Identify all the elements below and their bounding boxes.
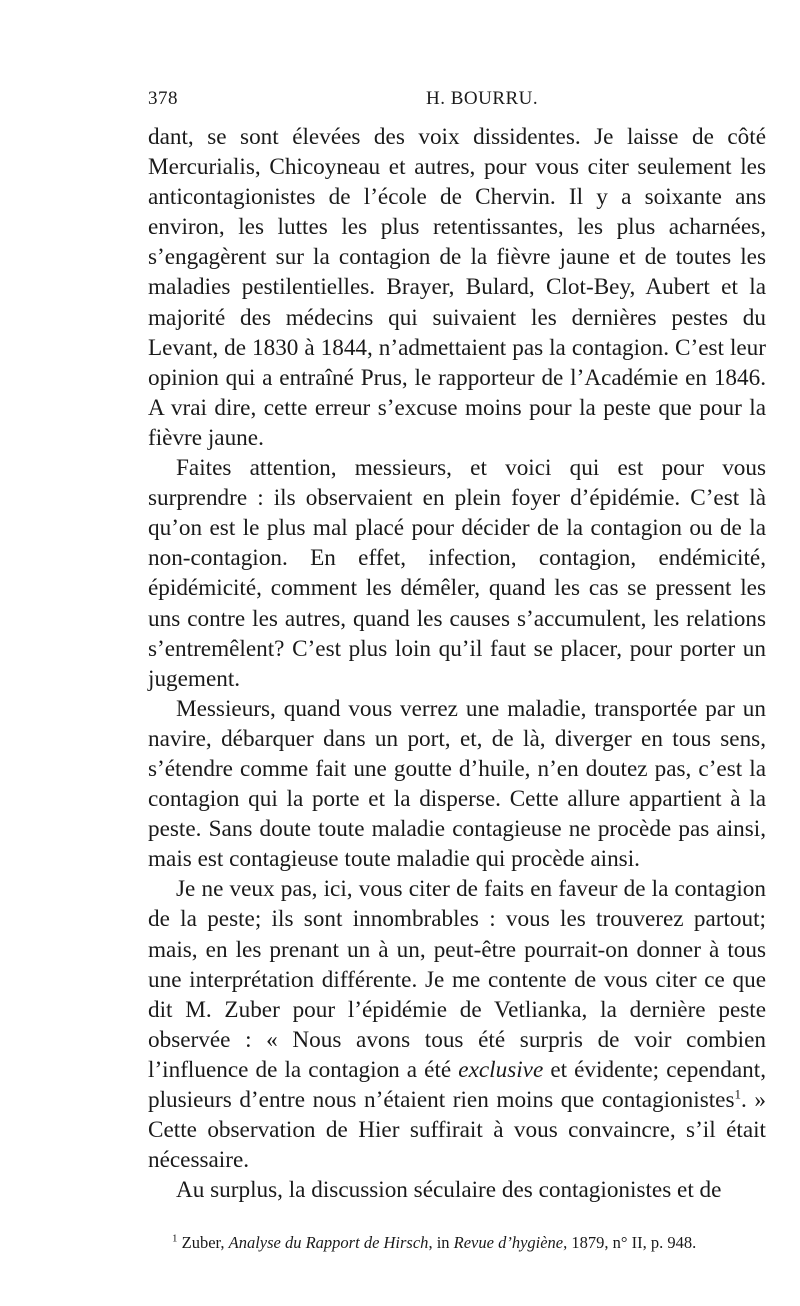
paragraph-4-text-c: . » Cette observation de Hier suffirait à vous convaincre, s’il était nécessaire.	[148, 1087, 766, 1174]
footnote-mid: , in	[428, 1233, 454, 1252]
footnote-title: Analyse du Rapport de Hirsch	[228, 1233, 429, 1252]
paragraph-2: Faites attention, messieurs, et voici qui est pour vous surprendre : ils observaient en plein foyer d’épidémie. C’est là qu’on est le plus mal placé pour décider de la contagion ou de la non-contagion. En effet, infection, contagion, endémicité, épidémicité, comment les démêler, quand les cas se pressent les uns contre les autres, quand les causes s’accumulent, les relations s’entremêlent? C’est plus loin qu’il faut se placer, pour porter un jugement.	[148, 455, 766, 692]
paragraph-3: Messieurs, quand vous verrez une maladie, transportée par un navire, débarquer dans un port, et, de là, diverger en tous sens, s’étendre comme fait une goutte d’huile, n’en doutez pas, c’est la contagion qui la porte et la disperse. Cette allure appartient à la peste. Sans doute toute maladie contagieuse ne procède pas ainsi, mais est contagieuse toute maladie qui procède ainsi.	[148, 695, 766, 873]
paragraph-4-text-b: et évidente; cependant, plusieurs d’entre nous n’étaient rien moins que contagionistes	[148, 1056, 766, 1113]
footnote-end: , 1879, n° II, p. 948.	[563, 1233, 697, 1252]
book-page	[148, 88, 766, 1205]
body-text	[148, 122, 766, 1205]
paragraph-4-text-a: Je ne veux pas, ici, vous citer de faits en faveur de la contagion de la peste; ils sont innombrables : vous les trouverez partout; mais, en les prenant un à un, peut-être pourrait-on donner à tous une interprétation différente. Je me contente de vous citer ce que dit M. Zuber pour l’épidémie de Vetlianka, la dernière peste observée : « Nous avons tous été surpris de voir combien l’influence de la contagion a été	[148, 876, 766, 1083]
footnotes	[148, 1232, 766, 1253]
footnote-mark: 1	[172, 1232, 178, 1245]
emphasis-word: exclusive	[458, 1056, 544, 1083]
paragraph-5: Au surplus, la discussion séculaire des contagionistes et de	[176, 1177, 722, 1204]
running-head	[148, 88, 766, 116]
footnote-reference: 1	[734, 1086, 741, 1102]
running-title: H. BOURRU.	[426, 88, 539, 109]
paragraph-4	[148, 874, 766, 1175]
footnote-author: Zuber,	[181, 1233, 229, 1252]
paragraph-1: dant, se sont élevées des voix dissidentes. Je laisse de côté Mercurialis, Chicoyneau et autres, pour vous citer seulement les anticontagionistes de l’école de Chervin. Il y a soixante ans environ, les luttes les plus retentissantes, les plus acharnées, s’engagèrent sur la contagion de la fièvre jaune et de toutes les maladies pestilentielles. Brayer, Bulard, Clot-Bey, Aubert et la majorité des médecins qui suivaient les dernières pestes du Levant, de 1830 à 1844, n’admettaient pas la contagion. C’est leur opinion qui a entraîné Prus, le rapporteur de l’Académie en 1846. A vrai dire, cette erreur s’excuse moins pour la peste que pour la fièvre jaune.	[148, 124, 766, 451]
footnote-journal: Revue d’hygiène	[453, 1233, 564, 1252]
page-number: 378	[148, 88, 178, 109]
footnote-1	[148, 1232, 766, 1253]
